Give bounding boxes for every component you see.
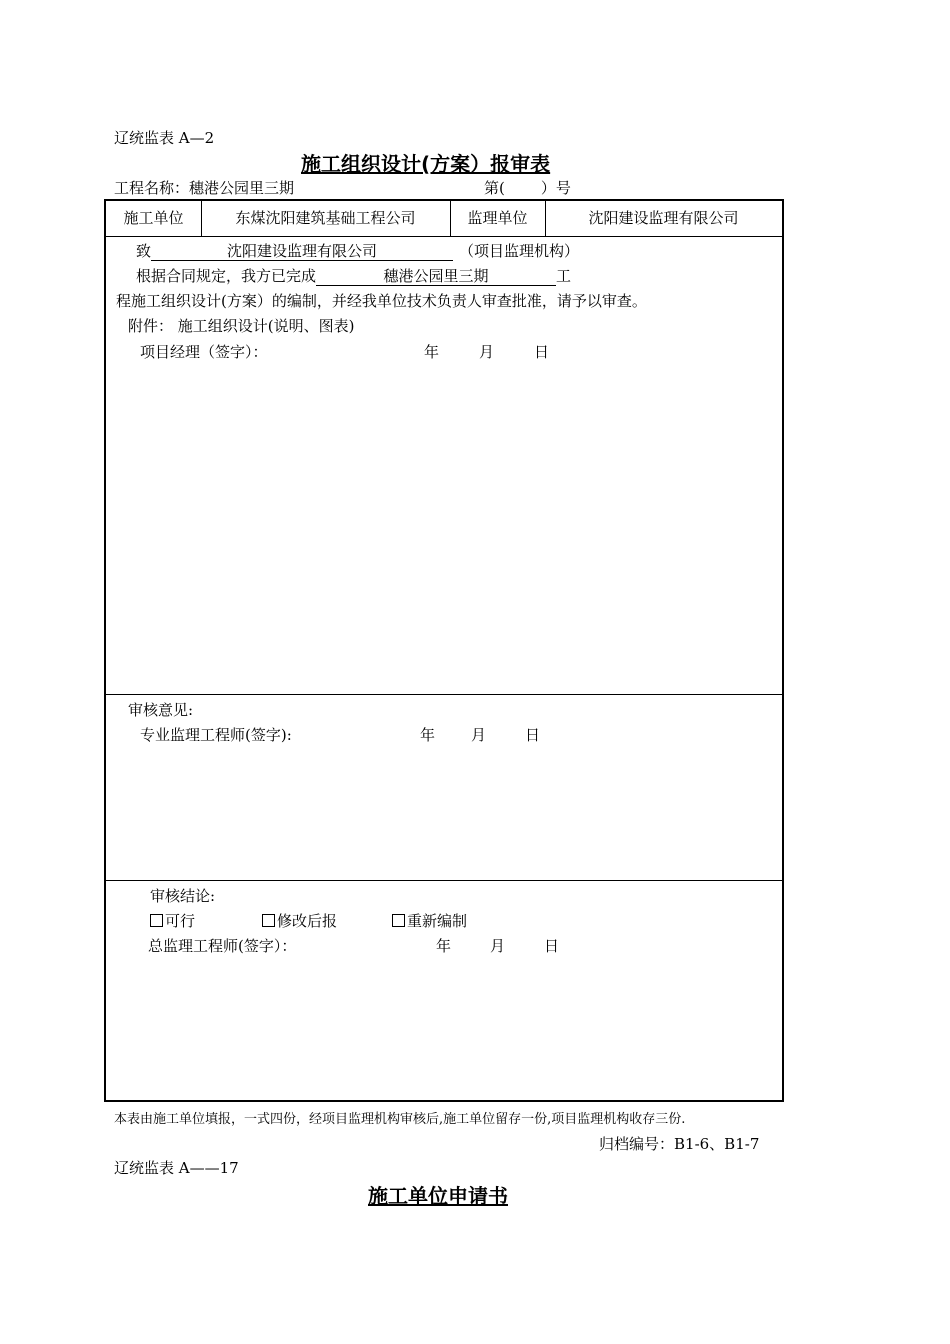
option-feasible[interactable] — [150, 910, 195, 931]
manager-signature-label: 项目经理（签字）： — [140, 343, 268, 361]
engineer-signature-label: 专业监理工程师(签字): — [140, 726, 292, 744]
archive-number: 归档编号：B1-6、B1-7 — [599, 1135, 760, 1153]
contractor-value: 东煤沈阳建筑基础工程公司 — [235, 209, 416, 227]
chief-signature-label: 总监理工程师(签字）： — [148, 937, 297, 955]
number-suffix: ）号 — [540, 179, 571, 197]
checkbox-icon[interactable] — [150, 914, 163, 927]
option-label: 修改后报 — [277, 912, 338, 930]
body-line-1 — [136, 265, 571, 286]
footnote: 本表由施工单位填报，一式四份，经项目监理机构审核后,施工单位留存一份,项目监理机构收存三份. — [114, 1112, 686, 1127]
to-line — [136, 240, 579, 261]
checkbox-icon[interactable] — [392, 914, 405, 927]
checkbox-icon[interactable] — [262, 914, 275, 927]
option-redo[interactable] — [392, 910, 467, 931]
option-revise[interactable] — [262, 910, 337, 931]
attachment-line: 附件： 施工组织设计(说明、图表) — [128, 317, 355, 335]
project-line — [114, 177, 294, 198]
page-title: 施工组织设计(方案）报审表 — [301, 152, 551, 176]
date-month: 月 — [471, 726, 487, 744]
to-suffix: （项目监理机构） — [459, 242, 580, 260]
supervisor-label: 监理单位 — [467, 209, 528, 227]
date-day: 日 — [534, 343, 550, 361]
body-line-2: 程施工组织设计(方案）的编制，并经我单位技术负责人审查批准，请予以审查。 — [116, 292, 647, 310]
contractor-label: 施工单位 — [123, 209, 184, 227]
date-year: 年 — [420, 726, 436, 744]
date-year: 年 — [436, 937, 452, 955]
review-form — [104, 199, 784, 1102]
form-number — [484, 177, 571, 198]
option-label: 可行 — [165, 912, 196, 930]
to-value: 沈阳建设监理有限公司 — [151, 243, 453, 261]
option-label: 重新编制 — [407, 912, 468, 930]
next-form-code: 辽统监表 A——17 — [114, 1159, 239, 1177]
project-label: 工程名称： — [114, 179, 190, 197]
project-name: 穗港公园里三期 — [189, 179, 295, 197]
opinion-label: 审核意见: — [128, 701, 194, 719]
date-month: 月 — [490, 937, 506, 955]
to-prefix: 致 — [136, 242, 152, 260]
body-prefix: 根据合同规定，我方已完成 — [136, 267, 317, 285]
date-day: 日 — [525, 726, 541, 744]
date-year: 年 — [424, 343, 440, 361]
body-tail: 工 — [556, 267, 572, 285]
date-month: 月 — [479, 343, 495, 361]
number-prefix: 第( — [484, 179, 505, 197]
supervisor-value: 沈阳建设监理有限公司 — [588, 209, 739, 227]
body-project: 穗港公园里三期 — [316, 268, 556, 286]
form-code: 辽统监表 A—2 — [114, 129, 215, 147]
next-page-title: 施工单位申请书 — [368, 1184, 508, 1208]
conclusion-label: 审核结论: — [150, 887, 216, 905]
date-day: 日 — [544, 937, 560, 955]
